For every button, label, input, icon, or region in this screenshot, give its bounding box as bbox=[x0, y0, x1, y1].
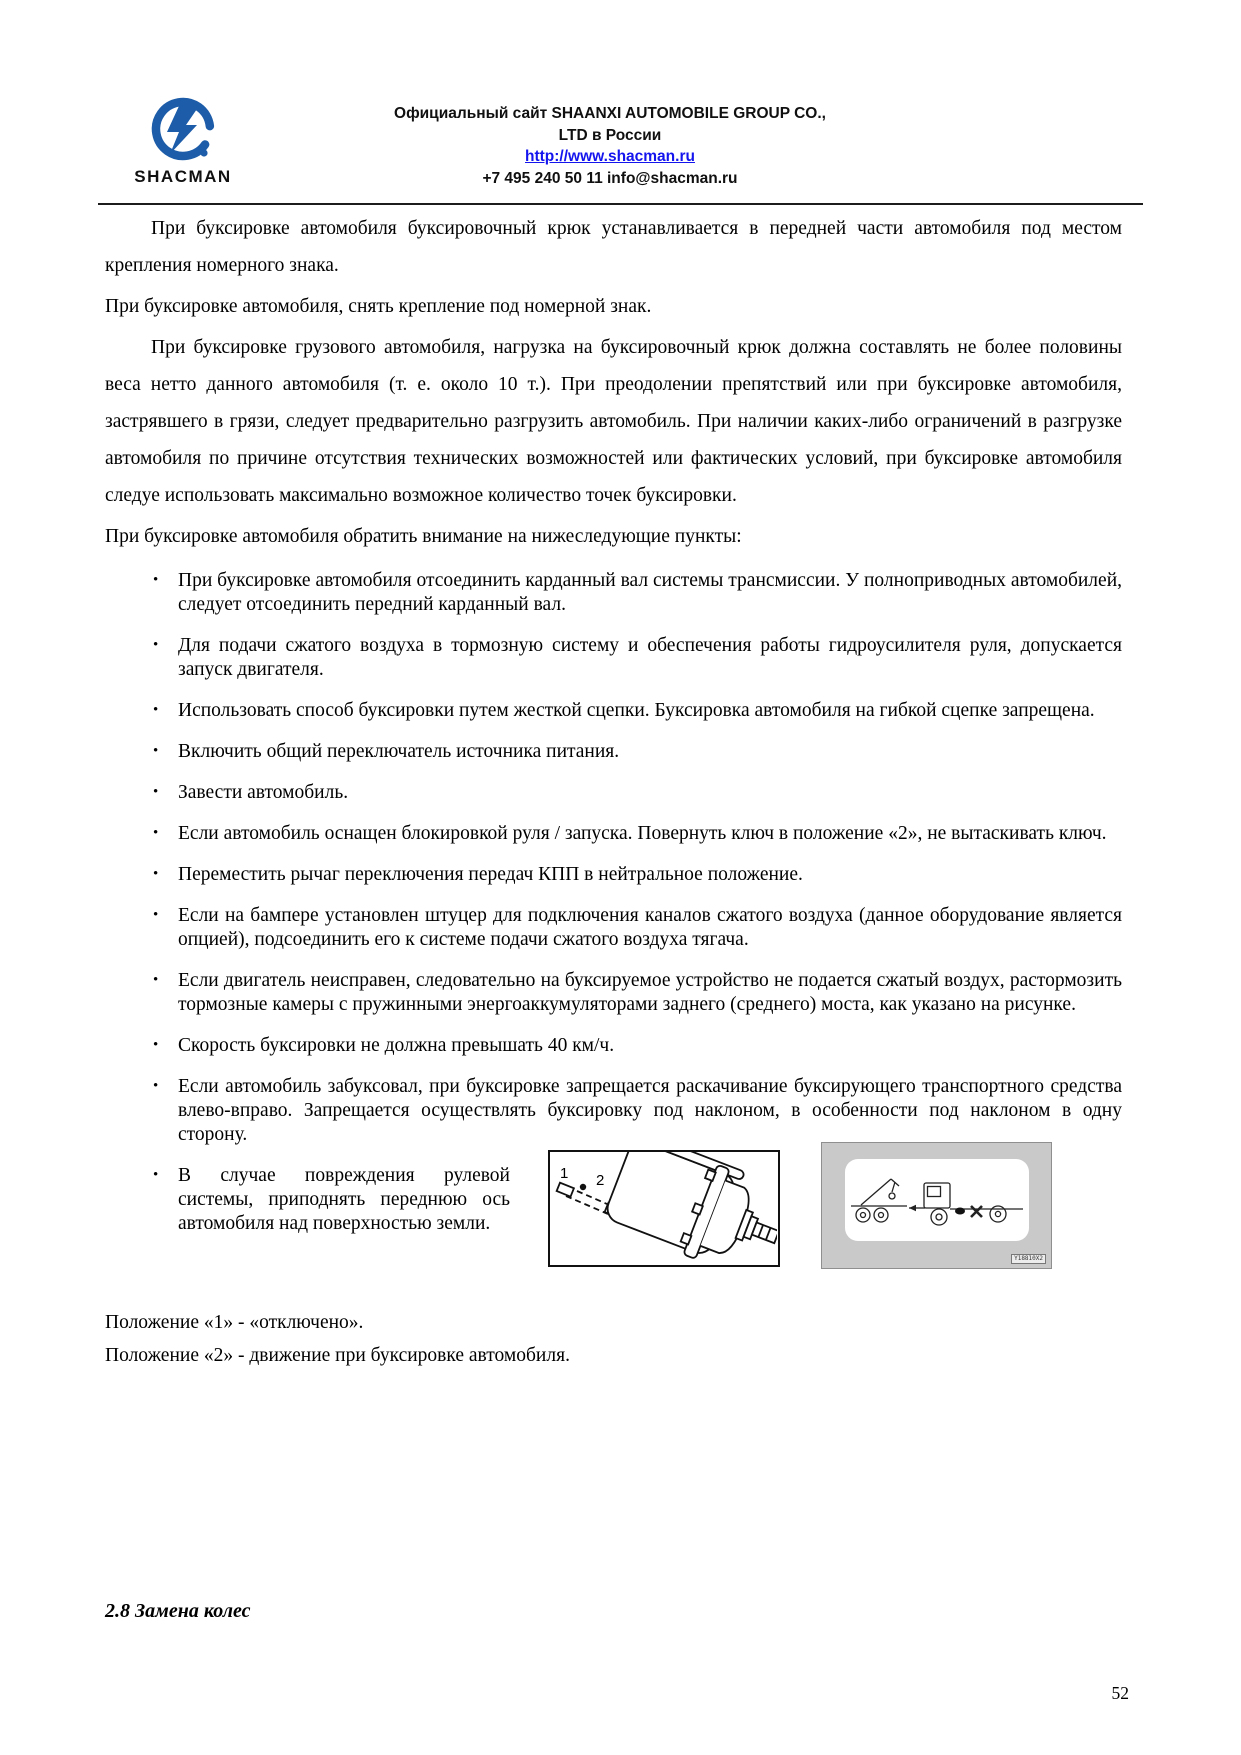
position-2-line: Положение «2» - движение при буксировке автомобиля. bbox=[105, 1345, 570, 1366]
site-title-line1: Официальный сайт SHAANXI AUTOMOBILE GROUP CO., bbox=[394, 105, 826, 122]
list-item: • Завести автомобиль. bbox=[105, 781, 1122, 805]
list-item: • Если на бампере установлен штуцер для подключения каналов сжатого воздуха (данное оборудование является опцией), подсоединить его к системе подачи сжатого воздуха тягача. bbox=[105, 904, 1122, 952]
paragraph-plate-bracket: При буксировке автомобиля, снять крепление под номерной знак. bbox=[105, 296, 652, 317]
brake-chamber-drawing bbox=[550, 1152, 777, 1264]
site-url-link[interactable]: http://www.shacman.ru bbox=[525, 148, 695, 165]
list-item: • При буксировке автомобиля отсоединить карданный вал системы трансмиссии. У полноприводных автомобилей, следует отсоединить передний карданный вал. bbox=[105, 569, 1122, 617]
list-item: • Использовать способ буксировки путем жесткой сцепки. Буксировка автомобиля на гибкой сцепке запрещена. bbox=[105, 699, 1122, 723]
towing-points-list bbox=[105, 569, 1122, 1147]
page-content bbox=[105, 210, 1122, 1372]
list-item: • Переместить рычаг переключения передач КПП в нейтральное положение. bbox=[105, 863, 1122, 887]
list-item: • Скорость буксировки не должна превышать 40 км/ч. bbox=[105, 1034, 1122, 1058]
page-number: 52 bbox=[1111, 1683, 1129, 1703]
figures-row bbox=[105, 1164, 1122, 1290]
site-phone-line: +7 495 240 50 11 info@shacman.ru bbox=[482, 169, 738, 187]
towing-diagram-canvas bbox=[845, 1159, 1029, 1241]
header-divider bbox=[98, 203, 1143, 205]
list-item: • Для подачи сжатого воздуха в тормозную систему и обеспечения работы гидроусилителя руля, допускается запуск двигателя. bbox=[105, 634, 1122, 682]
figure-code-label: Y18810X2 bbox=[1011, 1254, 1046, 1264]
brake-chamber-figure bbox=[548, 1150, 780, 1267]
list-item: • Включить общий переключатель источника питания. bbox=[105, 740, 1122, 764]
paragraph-tow-hook: При буксировке автомобиля буксировочный крюк устанавливается в передней части автомобиля под местом крепления номерного знака. bbox=[105, 218, 1122, 276]
list-item: • Если автомобиль оснащен блокировкой руля / запуска. Повернуть ключ в положение «2», не вытаскивать ключ. bbox=[105, 822, 1122, 846]
paragraph-tow-load: При буксировке грузового автомобиля, нагрузка на буксировочный крюк должна составлять не более половины веса нетто данного автомобиля (т. е. около 10 т.). При преодолении препятствий или при буксировке автомобиля, застрявшего в грязи, следует предварительно разгрузить автомобиль. При наличии каких-либо ограничений в разгрузке автомобиля по причине отсутствия технических возможностей или фактических условий, при буксировке автомобиля следуе использовать максимально возможное количество точек буксировки. bbox=[105, 337, 1122, 506]
list-item: • Если автомобиль забуксовал, при буксировке запрещается раскачивание буксирующего транспортного средства влево-вправо. Запрещается осуществлять буксировку под наклоном, в особенности под наклоном в одну сторону. bbox=[105, 1075, 1122, 1147]
brake-chamber-label-1: 1 bbox=[560, 1165, 569, 1182]
shacman-logo bbox=[124, 96, 242, 187]
position-1-line: Положение «1» - «отключено». bbox=[105, 1312, 364, 1333]
header-contact-block bbox=[320, 103, 900, 189]
site-title-line2: LTD в России bbox=[558, 126, 662, 144]
brand-wordmark: SHACMAN bbox=[134, 167, 232, 186]
brake-chamber-label-2: 2 bbox=[596, 1172, 605, 1189]
shacman-logo-icon bbox=[141, 96, 225, 164]
towing-diagram-figure bbox=[821, 1142, 1052, 1269]
paragraph-attention-intro: При буксировке автомобиля обратить внимание на нижеследующие пункты: bbox=[105, 526, 742, 547]
list-item: • В случае повреждения рулевой системы, приподнять переднюю ось автомобиля над поверхностью земли. bbox=[105, 1164, 510, 1236]
section-heading: 2.8 Замена колес bbox=[105, 1600, 251, 1622]
towing-diagram-drawing bbox=[845, 1159, 1029, 1241]
list-item: • Если двигатель неисправен, следовательно на буксируемое устройство не подается сжатый воздух, растормозить тормозные камеры с пружинными энергоаккумуляторами заднего (среднего) моста, как указано на рисунке. bbox=[105, 969, 1122, 1017]
